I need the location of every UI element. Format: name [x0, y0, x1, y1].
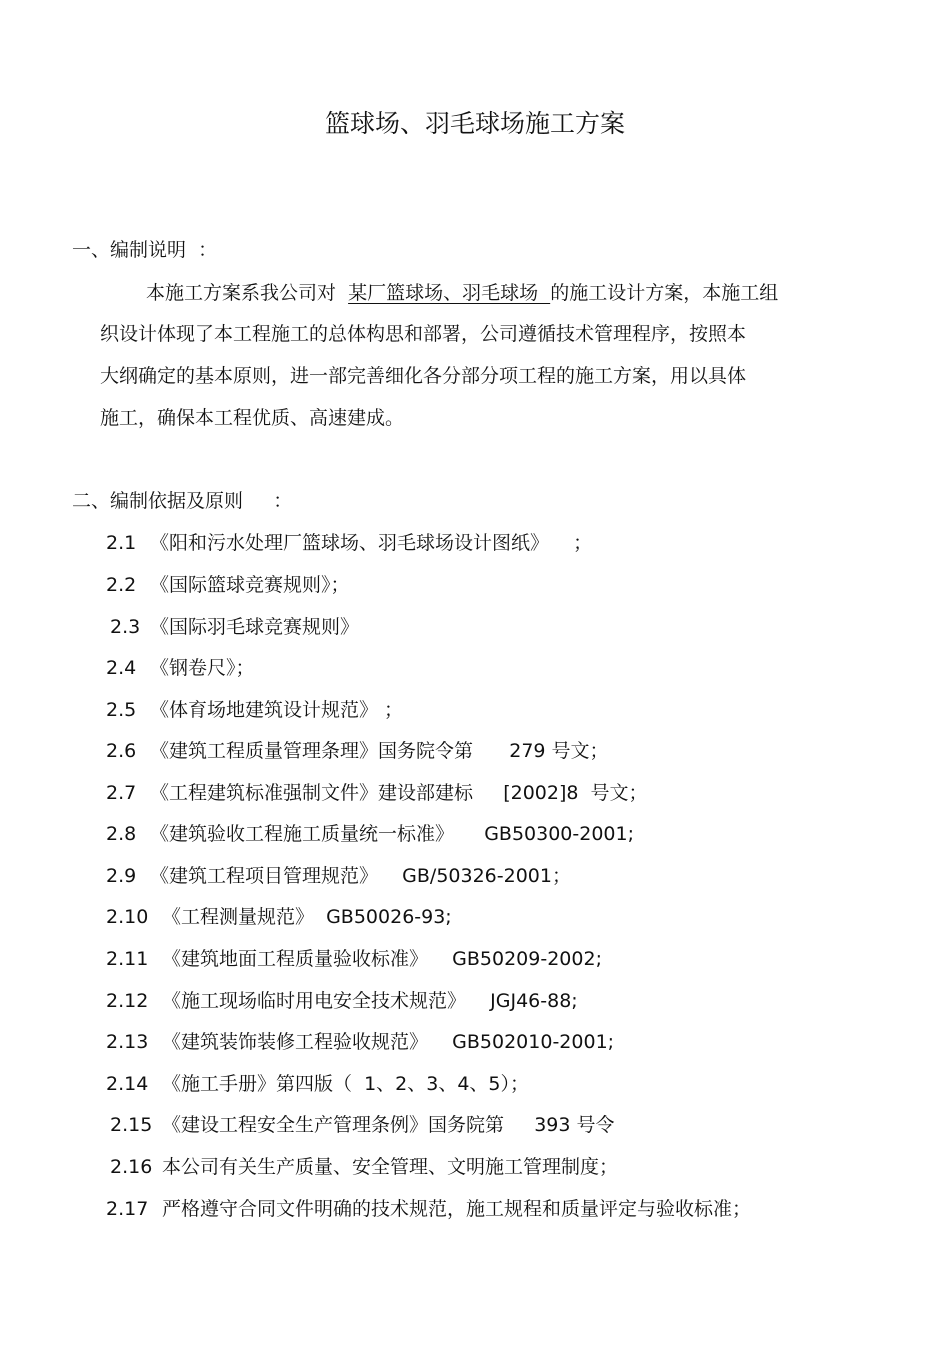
reference-number: 2.3: [110, 616, 141, 638]
reference-number: 2.14: [106, 1073, 149, 1095]
paragraph-text: 的施工设计方案，本施工组: [550, 282, 779, 304]
paragraph-line-1: [146, 279, 778, 307]
paragraph-line-3: 大纲确定的基本原则，进一部完善细化各分部分项工程的施工方案，用以具体: [100, 365, 747, 387]
reference-number: 2.16: [110, 1156, 153, 1178]
reference-number: 2.8: [106, 823, 137, 845]
reference-item-2-7: [106, 779, 648, 807]
reference-text: 《建筑工程项目管理规范》 GB/50326-2001；: [150, 865, 571, 887]
reference-item-2-3: [110, 613, 359, 641]
reference-item-2-14: [106, 1070, 529, 1098]
reference-number: 2.9: [106, 865, 137, 887]
reference-text: 严格遵守合同文件明确的技术规范，施工规程和质量评定与验收标准；: [162, 1198, 752, 1220]
reference-number: 2.7: [106, 782, 137, 804]
paragraph-line-4: 施工，确保本工程优质、高速建成。: [100, 407, 405, 429]
reference-number: 2.17: [106, 1198, 149, 1220]
paragraph-text: 本施工方案系我公司对: [146, 282, 349, 304]
reference-item-2-13: [106, 1028, 614, 1056]
reference-text: 《国际篮球竞赛规则》；: [150, 574, 350, 596]
reference-number: 2.1: [106, 532, 137, 554]
reference-item-2-15: [110, 1111, 615, 1139]
reference-text: 《钢卷尺》；: [150, 657, 255, 679]
reference-number: 2.11: [106, 948, 149, 970]
reference-text: 《体育场地建筑设计规范》 ；: [150, 699, 404, 721]
reference-number: 2.4: [106, 657, 137, 679]
reference-number: 2.12: [106, 990, 149, 1012]
reference-item-2-5: [106, 696, 403, 724]
reference-text: 《工程建筑标准强制文件》建设部建标 [2002]8 号文；: [150, 782, 648, 804]
reference-text: 《建筑地面工程质量验收标准》 GB50209-2002;: [162, 948, 602, 970]
reference-item-2-9: [106, 862, 571, 890]
reference-text: 《建设工程安全生产管理条例》国务院第 393 号令: [162, 1114, 615, 1136]
reference-text: 《施工现场临时用电安全技术规范》 JGJ46-88;: [162, 990, 578, 1012]
reference-text: 《施工手册》第四版（ 1、2、3、4、5）；: [162, 1073, 530, 1095]
reference-number: 2.15: [110, 1114, 153, 1136]
reference-item-2-2: [106, 571, 350, 599]
reference-item-2-6: [106, 737, 609, 765]
reference-number: 2.6: [106, 740, 137, 762]
reference-item-2-4: [106, 654, 255, 682]
reference-text: 《国际羽毛球竞赛规则》: [150, 616, 360, 638]
reference-text: 《工程测量规范》 GB50026-93;: [162, 906, 452, 928]
reference-number: 2.13: [106, 1031, 149, 1053]
paragraph-line-2: 织设计体现了本工程施工的总体构思和部署，公司遵循技术管理程序，按照本: [100, 323, 747, 345]
reference-item-2-12: [106, 987, 578, 1015]
reference-text: 《建筑工程质量管理条理》国务院令第 279 号文；: [150, 740, 609, 762]
reference-item-2-17: [106, 1195, 751, 1223]
reference-number: 2.2: [106, 574, 137, 596]
reference-text: 《阳和污水处理厂篮球场、羽毛球场设计图纸》 ；: [150, 532, 593, 554]
reference-text: 本公司有关生产质量、安全管理、文明施工管理制度；: [162, 1156, 619, 1178]
reference-item-2-10: [106, 903, 452, 931]
reference-item-2-8: [106, 820, 634, 848]
project-name: 某厂篮球场、羽毛球场: [348, 282, 551, 304]
reference-text: 《建筑装饰装修工程验收规范》 GB502010-2001;: [162, 1031, 615, 1053]
reference-number: 2.5: [106, 699, 137, 721]
reference-text: 《建筑验收工程施工质量统一标准》 GB50300-2001;: [150, 823, 635, 845]
reference-item-2-16: [110, 1153, 618, 1181]
reference-item-2-11: [106, 945, 602, 973]
page-title: 篮球场、羽毛球场施工方案: [324, 109, 625, 138]
section-heading-2: 二、编制依据及原则 ：: [72, 490, 293, 512]
reference-item-2-1: [106, 529, 592, 557]
section-heading-1: 一、编制说明 ：: [72, 239, 218, 261]
reference-number: 2.10: [106, 906, 149, 928]
